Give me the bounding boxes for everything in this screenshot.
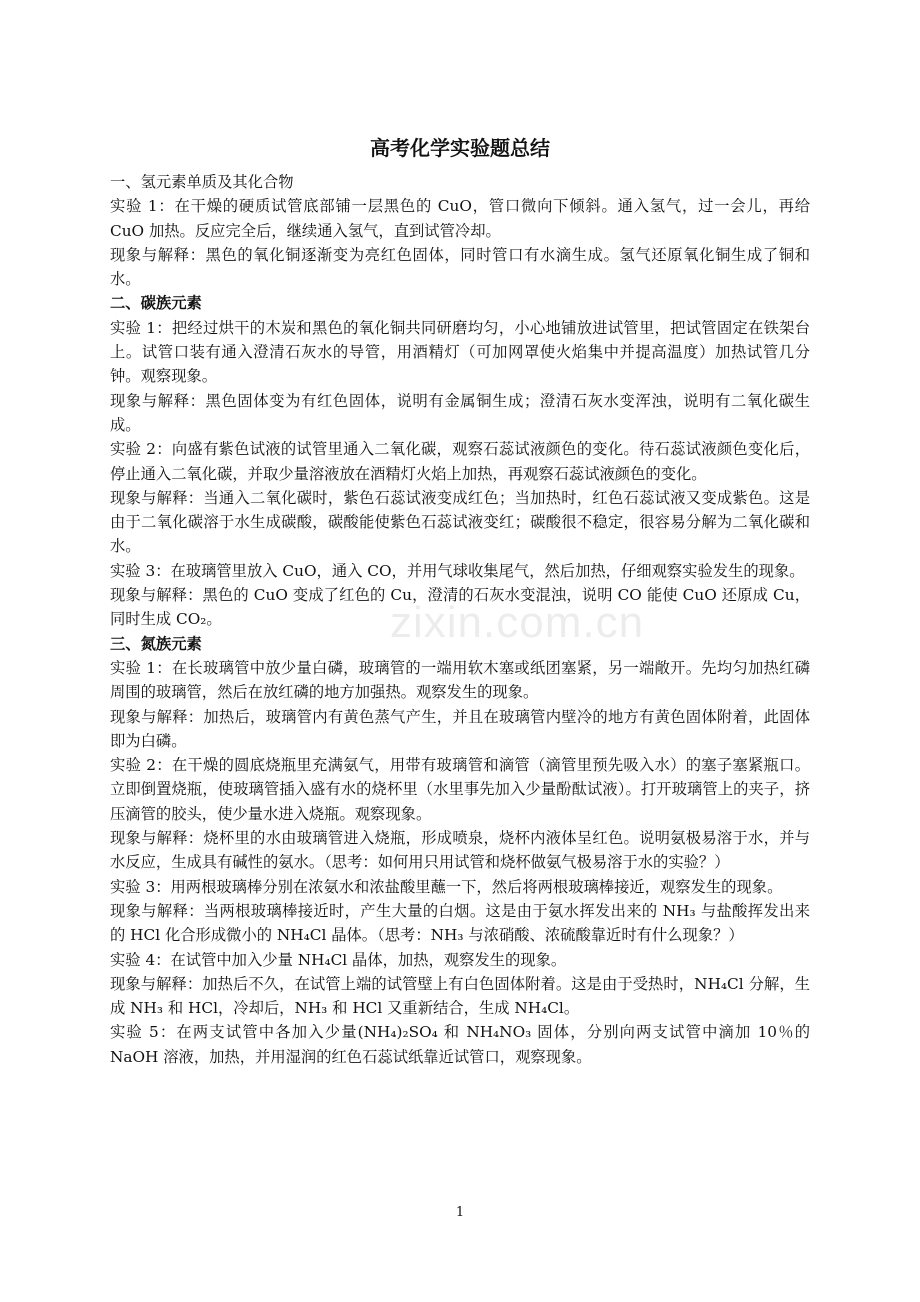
paragraph: 实验 2：在干燥的圆底烧瓶里充满氨气，用带有玻璃管和滴管（滴管里预先吸入水）的塞子塞紧瓶口。立即倒置烧瓶，使玻璃管插入盛有水的烧杯里（水里事先加入少量酚酞试液）。打开玻璃管上的夹子，挤压滴管的胶头，使少量水进入烧瓶。观察现象。 [110,756,810,823]
section-heading: 一、氢元素单质及其化合物 [110,173,294,191]
paragraph: 实验 1：在干燥的硬质试管底部铺一层黑色的 CuO，管口微向下倾斜。通入氢气，过一会儿，再给 CuO 加热。反应完全后，继续通入氢气，直到试管冷却。 [110,197,810,240]
paragraph: 现象与解释：当两根玻璃棒接近时，产生大量的白烟。这是由于氨水挥发出来的 NH₃ 与盐酸挥发出来的 HCl 化合形成微小的 NH₄Cl 晶体。（思考：NH₃ 与浓硝酸、浓硫酸靠近时有什么现象？） [110,901,810,945]
paragraph: 现象与解释：黑色固体变为有红色固体，说明有金属铜生成；澄清石灰水变浑浊，说明有二氧化碳生成。 [110,391,810,434]
section-heading: 二、碳族元素 [110,294,202,313]
page-title: 高考化学实验题总结 [370,136,550,160]
paragraph: 实验 4：在试管中加入少量 NH₄Cl 晶体，加热，观察发生的现象。 [110,950,567,969]
paragraph: 现象与解释：黑色的氧化铜逐渐变为亮红色固体，同时管口有水滴生成。氢气还原氧化铜生成了铜和水。 [110,245,810,289]
paragraph: 实验 1：把经过烘干的木炭和黑色的氧化铜共同研磨均匀，小心地铺放进试管里，把试管固定在铁架台上。试管口装有通入澄清石灰水的导管，用酒精灯（可加网罩使火焰集中并提高温度）加热试管几分钟。观察现象。 [110,318,810,386]
paragraph: 实验 3：在玻璃管里放入 CuO，通入 CO，并用气球收集尾气，然后加热，仔细观察实验发生的现象。 [110,561,805,580]
paragraph: 现象与解释：黑色的 CuO 变成了红色的 Cu，澄清的石灰水变混浊，说明 CO 能使 CuO 还原成 Cu，同时生成 CO₂。 [110,586,810,629]
paragraph: 现象与解释：烧杯里的水由玻璃管进入烧瓶，形成喷泉，烧杯内液体呈红色。说明氨极易溶于水，并与水反应，生成具有碱性的氨水。（思考：如何用只用试管和烧杯做氨气极易溶于水的实验？） [110,829,810,872]
page-number: 1 [455,1205,465,1220]
paragraph: 现象与解释：加热后，玻璃管内有黄色蒸气产生，并且在玻璃管内壁冷的地方有黄色固体附着，此固体即为白磷。 [110,707,810,750]
paragraph: 现象与解释：加热后不久，在试管上端的试管壁上有白色固体附着。这是由于受热时，NH₄Cl 分解，生成 NH₃ 和 HCl，冷却后，NH₃ 和 HCl 又重新结合，生成 NH₄Cl。 [110,974,810,1018]
section-heading: 三、氮族元素 [110,634,202,653]
paragraph: 实验 5：在两支试管中各加入少量(NH₄)₂SO₄ 和 NH₄NO₃ 固体，分别向两支试管中滴加 10％的 NaOH 溶液，加热，并用湿润的红色石蕊试纸靠近试管口，观察现象。 [110,1023,810,1066]
watermark: zixin.com.cn [390,598,645,647]
paragraph: 现象与解释：当通入二氧化碳时，紫色石蕊试液变成红色；当加热时，红色石蕊试液又变成紫色。这是由于二氧化碳溶于水生成碳酸，碳酸能使紫色石蕊试液变红；碳酸很不稳定，很容易分解为二氧化碳和水。 [110,488,810,556]
paragraph: 实验 1：在长玻璃管中放少量白磷，玻璃管的一端用软木塞或纸团塞紧，另一端敞开。先均匀加热红磷周围的玻璃管，然后在放红磷的地方加强热。观察发生的现象。 [110,658,810,702]
document-body [110,170,810,1069]
paragraph: 实验 3：用两根玻璃棒分别在浓氨水和浓盐酸里蘸一下，然后将两根玻璃棒接近，观察发生的现象。 [110,877,783,896]
paragraph: 实验 2：向盛有紫色试液的试管里通入二氧化碳，观察石蕊试液颜色的变化。待石蕊试液颜色变化后，停止通入二氧化碳，并取少量溶液放在酒精灯火焰上加热，再观察石蕊试液颜色的变化。 [110,440,810,483]
